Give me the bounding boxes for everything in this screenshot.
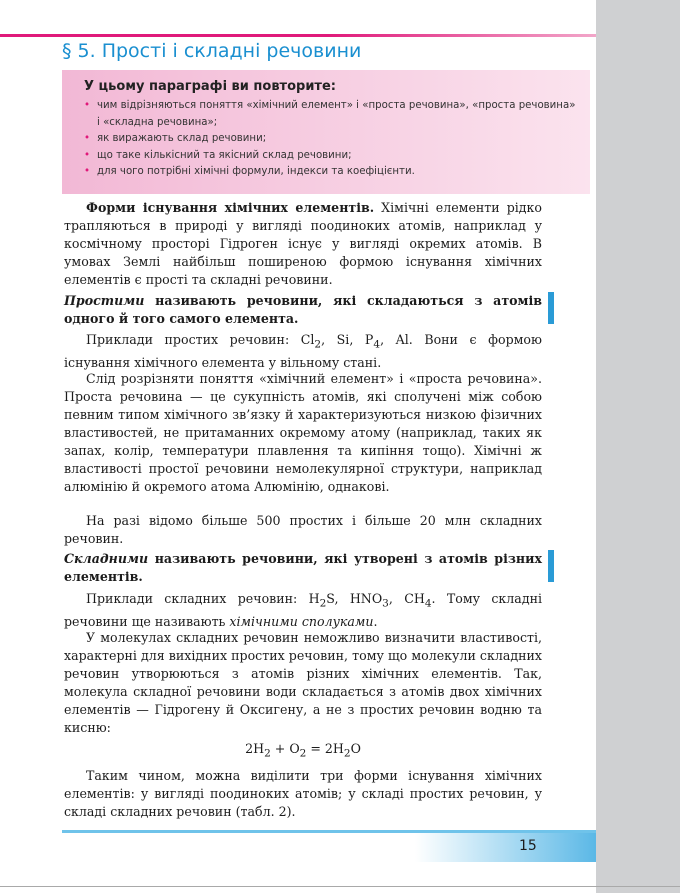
review-box: [62, 70, 590, 194]
term-complex: Складними: [64, 551, 149, 566]
paragraph-counts: На разі відомо більше 500 простих і більше 20 млн складних речовин.: [64, 513, 542, 546]
top-decorative-rule: [0, 34, 596, 37]
paragraph-summary: Таким чином, можна виділити три форми існування хімічних елементів: у вигляді поодиноких атомів; у складі простих речовин, у складі складних речовин (табл. 2).: [64, 768, 542, 819]
bullet-icon: •: [84, 166, 91, 177]
review-item: • для чого потрібні хімічні формули, індекси та коефіцієнти.: [84, 164, 580, 181]
paragraph-forms: Форми існування хімічних елементів. Хімічні елементи рідко трапляються в природі у вигляді поодиноких атомів, наприклад у космічному просторі Гідроген існує у вигляді окремих атомів. В умовах Землі найбільш поширеною формою існування хімічних елементів є прості та складні речовини.: [64, 200, 542, 287]
page-number-bar: [415, 833, 596, 862]
equation-water: $2H_2 + O_2 = 2H_2O$: [245, 741, 361, 760]
footer-line: [0, 886, 680, 887]
review-item: • що таке кількісний та якісний склад речовини;: [84, 148, 580, 165]
definition-simple: Простими називають речовини, які складаються з атомів одного й того самого елемента.: [64, 293, 542, 326]
section-heading: § 5. Прості і складні речовини: [62, 40, 362, 62]
page-number: 15: [519, 838, 537, 854]
definition-marker: [548, 550, 554, 582]
bullet-icon: •: [84, 149, 91, 161]
paragraph-molecules: У молекулах складних речовин неможливо визначити властивості, характерні для вихідних простих речовин, тому що молекули складних речовин утворюються з атомів різних хімічних елементів. Так, молекула складної речовини води складається з атомів двох хімічних елементів — Гідрогену й Оксигену, а не з простих речовин водню та кисню:: [64, 630, 542, 735]
paragraph-complex-examples: Приклади складних речовин: $H_2S$, $HNO_3$, $CH_4$. Тому складні речовини ще називають хімічними сполуками.: [64, 591, 542, 629]
review-box-intro: У цьому параграфі ви повторите:: [84, 79, 336, 94]
bullet-icon: •: [84, 100, 91, 111]
paragraph-simple-examples: Приклади простих речовин: $Cl_2$, Si, $P_4$, Al. Вони є формою існування хімічного елемента у вільному стані.: [64, 332, 542, 370]
bullet-icon: •: [84, 133, 91, 144]
review-list: [84, 98, 580, 181]
review-item: • чим відрізняються поняття «хімічний елемент» і «проста речовина», «проста речовина» і «складна речовина»;: [84, 100, 576, 128]
definition-complex: Складними називають речовини, які утворені з атомів різних елементів.: [64, 551, 542, 584]
paragraph-distinction: Слід розрізняти поняття «хімічний елемент» і «проста речовина». Проста речовина — це сукупність атомів, які сполучені між собою певним типом хімічного зв’язку й характеризуються низкою фізичних властивостей, не притаманних окремому атому (наприклад, таких як запах, колір, температури плавлення та кипіння тощо). Хімічні ж властивості простої речовини немолекулярної структури, наприклад алюмінію й окремого атома Алюмінію, однакові.: [64, 371, 542, 494]
paragraph-lead: Форми існування хімічних елементів.: [86, 200, 375, 215]
definition-marker: [548, 292, 554, 324]
page-margin-strip: [596, 0, 680, 893]
term-simple: Простими: [64, 293, 145, 308]
review-item: • як виражають склад речовини;: [84, 131, 580, 148]
